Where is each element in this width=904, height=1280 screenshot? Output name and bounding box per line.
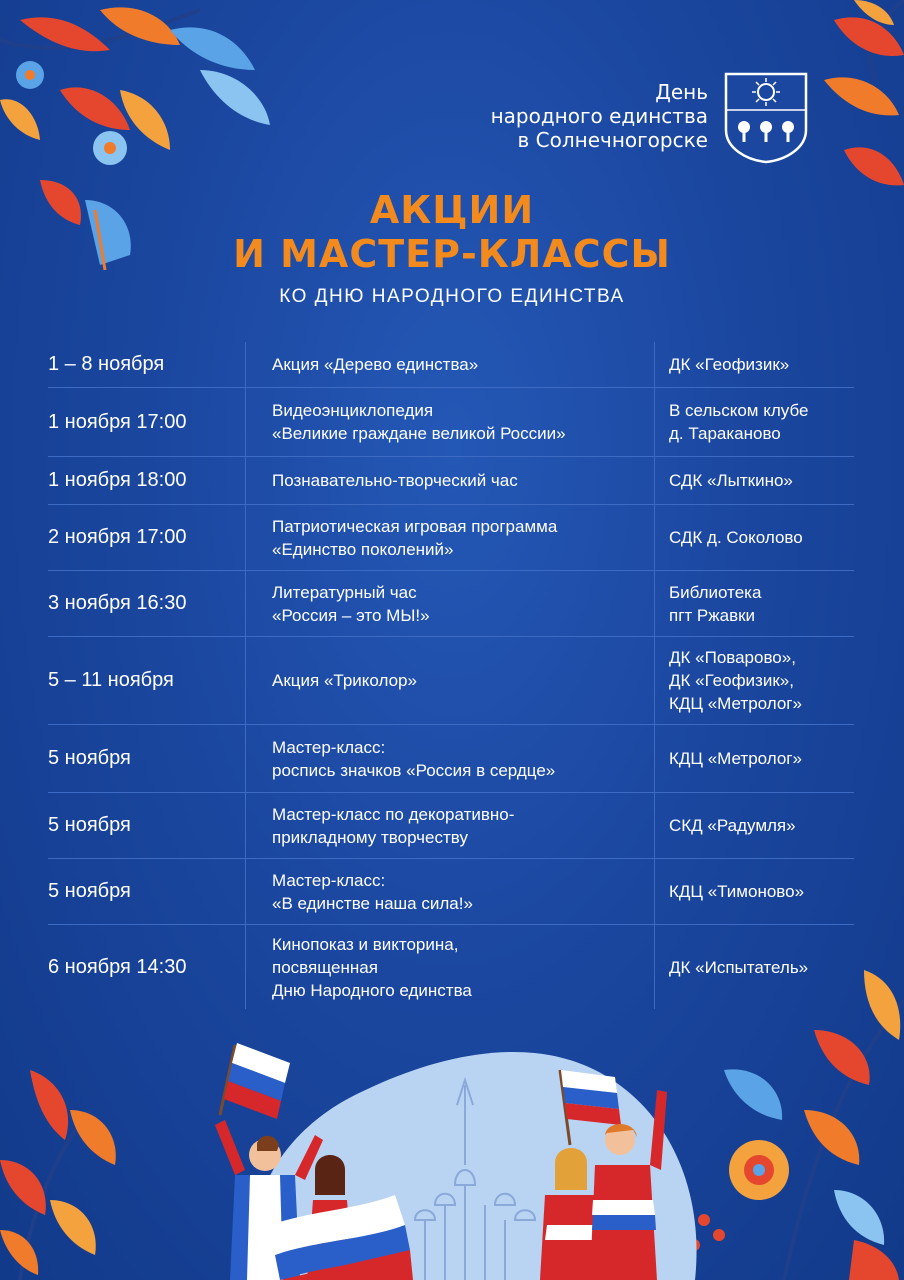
floral-ornament-bottom-left (0, 1050, 140, 1280)
russian-flag-icon (220, 1043, 290, 1119)
event-venue: ДК «Геофизик» (669, 355, 790, 374)
event-venue: ДК «Испытатель» (669, 957, 809, 977)
event-date: 5 ноября (48, 747, 131, 769)
table-row (48, 859, 854, 925)
event-date: 2 ноября 17:00 (48, 526, 187, 548)
event-venue: СДК д. Соколово (669, 528, 803, 547)
event-title: Видеоэнциклопедия «Великие граждане великой России» (245, 388, 655, 456)
coat-of-arms-icon (724, 72, 808, 164)
event-date: 5 ноября (48, 814, 131, 836)
event-date: 3 ноября 16:30 (48, 592, 187, 614)
page-subtitle: КО ДНЮ НАРОДНОГО ЕДИНСТВА (279, 286, 625, 307)
event-date: 1 – 8 ноября (48, 353, 165, 375)
event-date: 6 ноября 14:30 (48, 955, 187, 978)
table-row (48, 793, 854, 859)
event-title: Познавательно-творческий час (245, 457, 655, 504)
table-row (48, 342, 854, 388)
event-title: Кинопоказ и викторина, посвященная Дню Народного единства (245, 925, 655, 1009)
event-venue: В сельском клубе д. Тараканово (669, 401, 809, 443)
event-date: 1 ноября 17:00 (48, 410, 187, 433)
schedule-table (48, 342, 854, 1009)
event-date: 5 ноября (48, 880, 131, 902)
table-row (48, 505, 854, 571)
event-venue: ДК «Поварово», ДК «Геофизик», КДЦ «Метролог» (669, 648, 802, 713)
event-title: Акция «Триколор» (245, 637, 655, 724)
table-row (48, 388, 854, 457)
event-venue: СКД «Радумля» (669, 816, 796, 835)
event-venue: СДК «Лыткино» (669, 471, 793, 490)
table-row (48, 725, 854, 793)
table-row (48, 637, 854, 725)
page-title: АКЦИИ И МАСТЕР-КЛАССЫ (233, 188, 671, 276)
event-venue: Библиотека пгт Ржавки (669, 582, 762, 625)
event-title: Мастер-класс: роспись значков «Россия в сердце» (245, 725, 655, 792)
event-date: 1 ноября 18:00 (48, 469, 187, 491)
header-title: День народного единства в Солнечногорске (490, 80, 708, 152)
event-title: Патриотическая игровая программа «Единство поколений» (245, 505, 655, 570)
event-venue: КДЦ «Метролог» (669, 749, 802, 768)
table-row (48, 571, 854, 637)
event-title: Мастер-класс: «В единстве наша сила!» (245, 859, 655, 924)
event-title: Акция «Дерево единства» (245, 342, 655, 387)
table-row (48, 925, 854, 1009)
event-date: 5 – 11 ноября (48, 669, 174, 691)
event-title: Мастер-класс по декоративно- прикладному творчеству (245, 793, 655, 858)
event-title: Литературный час «Россия – это МЫ!» (245, 571, 655, 636)
event-venue: КДЦ «Тимоново» (669, 882, 805, 901)
celebration-illustration (195, 1025, 715, 1280)
table-row (48, 457, 854, 505)
